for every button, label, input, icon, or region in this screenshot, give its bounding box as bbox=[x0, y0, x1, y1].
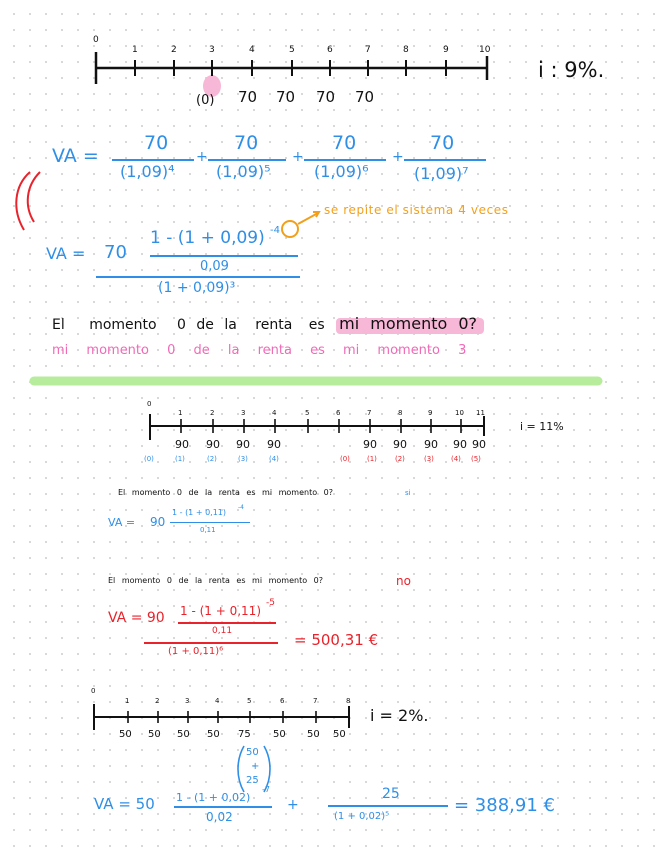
payment-value: 50 bbox=[119, 729, 132, 740]
tick-label: 0 bbox=[91, 687, 96, 695]
formula-discount: (1 + 0,11)⁶ bbox=[168, 646, 224, 657]
formula-numerator: 1 - (1 + 0,11) bbox=[172, 508, 226, 517]
stack-paren-left bbox=[238, 746, 244, 792]
payment-value: 50 bbox=[273, 729, 286, 740]
tick-label: 5 bbox=[305, 409, 310, 417]
formula-numerator: 1 - (1 + 0,11) bbox=[180, 604, 261, 618]
formula-numerator-2: 25 bbox=[382, 786, 400, 802]
fraction-bar bbox=[208, 159, 286, 161]
plus-sign: + bbox=[287, 797, 299, 813]
tick-label: 10 bbox=[455, 409, 464, 417]
tick-label: 0 bbox=[93, 35, 99, 45]
bracket-left-2 bbox=[28, 172, 40, 222]
tick-label: 5 bbox=[289, 45, 295, 55]
tick-label: 7 bbox=[367, 409, 372, 417]
fraction-bar bbox=[150, 255, 298, 257]
fraction-bar bbox=[404, 159, 486, 161]
payment-value: 50 bbox=[307, 729, 320, 740]
word: de bbox=[196, 317, 214, 333]
tick-label: 11 bbox=[476, 409, 485, 417]
formula-exponent: -4 bbox=[238, 504, 244, 511]
payment-90: 90 bbox=[453, 438, 467, 451]
formula-exponent: -4 bbox=[270, 225, 280, 236]
tick-label: 0 bbox=[147, 400, 152, 408]
period-index: (4) bbox=[451, 455, 461, 463]
tick-label: 1 bbox=[132, 45, 138, 55]
interest-rate: i = 11% bbox=[520, 420, 564, 433]
tick-label: 2 bbox=[155, 697, 160, 705]
payment-90: 90 bbox=[175, 438, 189, 451]
tick-label: 2 bbox=[171, 45, 177, 55]
tick-label: 6 bbox=[280, 697, 285, 705]
fraction-denominator: (1,09)⁶ bbox=[314, 162, 369, 181]
formula-denominator-2: (1 + 0,02)⁵ bbox=[334, 811, 390, 822]
fraction-bar bbox=[170, 522, 250, 523]
period-index: (3) bbox=[238, 455, 248, 463]
word: la bbox=[224, 317, 237, 333]
payment-90: 90 bbox=[393, 438, 407, 451]
va-label: VA = bbox=[52, 145, 99, 167]
period-index: (5) bbox=[471, 455, 481, 463]
period-index: (0) bbox=[144, 455, 154, 463]
tick-label: 5 bbox=[247, 697, 252, 705]
fraction-bar bbox=[178, 622, 276, 624]
va-label: VA = 90 bbox=[108, 610, 165, 626]
interest-rate: i : 9%. bbox=[538, 58, 605, 82]
word: El bbox=[52, 317, 65, 333]
tick-label: 1 bbox=[178, 409, 183, 417]
payment-70: 70 bbox=[238, 88, 258, 106]
answer-si: si bbox=[405, 489, 411, 497]
tick-label: 10 bbox=[479, 45, 491, 55]
formula-denominator: 0,11 bbox=[212, 626, 233, 636]
plus-sign: + bbox=[196, 149, 208, 165]
fraction-numerator: 70 bbox=[234, 132, 259, 154]
word: 0 bbox=[177, 317, 186, 333]
period-index: (2) bbox=[395, 455, 405, 463]
payment-value: 50 bbox=[207, 729, 220, 740]
answer-1: mi momento 0 de la renta es mi momento 3 bbox=[52, 343, 467, 358]
payment-90: 90 bbox=[236, 438, 250, 451]
payment-value: 50 bbox=[333, 729, 346, 740]
fraction-bar bbox=[112, 159, 194, 161]
formula-exponent: -5 bbox=[266, 598, 275, 608]
answer-no: no bbox=[396, 574, 411, 588]
tick-label: 1 bbox=[125, 697, 130, 705]
tick-label: 4 bbox=[215, 697, 220, 705]
stack-value: 25 bbox=[246, 775, 259, 786]
question-3: El momento 0 de la renta es mi momento 0? bbox=[108, 576, 323, 585]
tick-label: 4 bbox=[272, 409, 277, 417]
plus-sign: + bbox=[292, 149, 304, 165]
fraction-bar bbox=[174, 806, 272, 808]
payment-70: 70 bbox=[316, 88, 336, 106]
fraction-bar bbox=[328, 805, 448, 807]
payment-value: 50 bbox=[177, 729, 190, 740]
exponent-circle bbox=[282, 221, 298, 237]
tick-label: 6 bbox=[336, 409, 341, 417]
period-index: (3) bbox=[424, 455, 434, 463]
payment-70: 70 bbox=[355, 88, 375, 106]
payment-90: 90 bbox=[363, 438, 377, 451]
stack-value: 50 bbox=[246, 747, 259, 758]
fraction-numerator: 70 bbox=[332, 132, 357, 154]
main-fraction-bar bbox=[144, 642, 278, 644]
payment-value: 75 bbox=[238, 729, 251, 740]
fraction-numerator: 70 bbox=[144, 132, 169, 154]
period-index: (1) bbox=[175, 455, 185, 463]
formula-denominator: 0,09 bbox=[200, 259, 229, 274]
payment-value: 50 bbox=[148, 729, 161, 740]
question-mark: ? bbox=[468, 314, 478, 333]
payment-90: 90 bbox=[472, 438, 486, 451]
formula-denominator: 0,11 bbox=[200, 526, 216, 534]
result: = 388,91 € bbox=[454, 795, 555, 816]
question-2: El momento 0 de la renta es mi momento 0? bbox=[118, 488, 333, 497]
word: es bbox=[308, 317, 325, 333]
fraction-denominator: (1,09)⁴ bbox=[120, 162, 175, 181]
tick-label: 6 bbox=[327, 45, 333, 55]
fraction-denominator: (1,09)⁷ bbox=[414, 164, 469, 183]
tick-label: 8 bbox=[346, 697, 351, 705]
repeat-note: se repite el sistema 4 veces bbox=[324, 203, 509, 217]
word: renta bbox=[255, 317, 293, 333]
plus-sign: + bbox=[392, 149, 404, 165]
highlighted-phrase: mi momento 0 bbox=[339, 314, 469, 333]
note-arrow bbox=[298, 213, 318, 224]
word: momento bbox=[89, 317, 157, 333]
payment-amount: 70 bbox=[104, 242, 127, 263]
payment-90: 90 bbox=[267, 438, 281, 451]
fraction-numerator: 70 bbox=[430, 132, 455, 154]
tick-label: 8 bbox=[403, 45, 409, 55]
va-label: VA = bbox=[46, 244, 86, 263]
tick-label: 7 bbox=[365, 45, 371, 55]
va-label: VA = 50 bbox=[94, 795, 155, 813]
period-index: (4) bbox=[269, 455, 279, 463]
tick-label: 3 bbox=[241, 409, 246, 417]
interest-rate: i = 2%. bbox=[370, 706, 429, 725]
period-index: (1) bbox=[367, 455, 377, 463]
formula-numerator: 1 - (1 + 0,09) bbox=[150, 228, 265, 248]
formula-numerator: 1 - (1 + 0,02) bbox=[176, 791, 251, 804]
tick-label: 9 bbox=[443, 45, 449, 55]
period-index: (2) bbox=[207, 455, 217, 463]
tick-label: 2 bbox=[210, 409, 215, 417]
va-label: VA = bbox=[108, 516, 136, 529]
period-index: (0) bbox=[340, 455, 350, 463]
tick-label: 9 bbox=[428, 409, 433, 417]
tick-label: 7 bbox=[313, 697, 318, 705]
stack-plus: + bbox=[251, 761, 260, 772]
fraction-denominator: (1,09)⁵ bbox=[216, 162, 271, 181]
formula-discount: (1 + 0,09)³ bbox=[158, 280, 236, 296]
tick-label: 3 bbox=[185, 697, 190, 705]
payment-amount: 90 bbox=[150, 515, 166, 529]
main-fraction-bar bbox=[96, 276, 300, 278]
payment-90: 90 bbox=[424, 438, 438, 451]
tick-label: 8 bbox=[398, 409, 403, 417]
fraction-bar bbox=[304, 159, 386, 161]
payment-90: 90 bbox=[206, 438, 220, 451]
result: = 500,31 € bbox=[294, 631, 379, 649]
formula-denominator: 0,02 bbox=[206, 810, 233, 824]
tick-label: 4 bbox=[249, 45, 255, 55]
tick-label: 3 bbox=[209, 45, 215, 55]
payment-index-0: (0) bbox=[196, 93, 215, 108]
payment-70: 70 bbox=[276, 88, 296, 106]
question-1 bbox=[52, 316, 477, 332]
formula-exponent: -7 bbox=[262, 785, 270, 794]
